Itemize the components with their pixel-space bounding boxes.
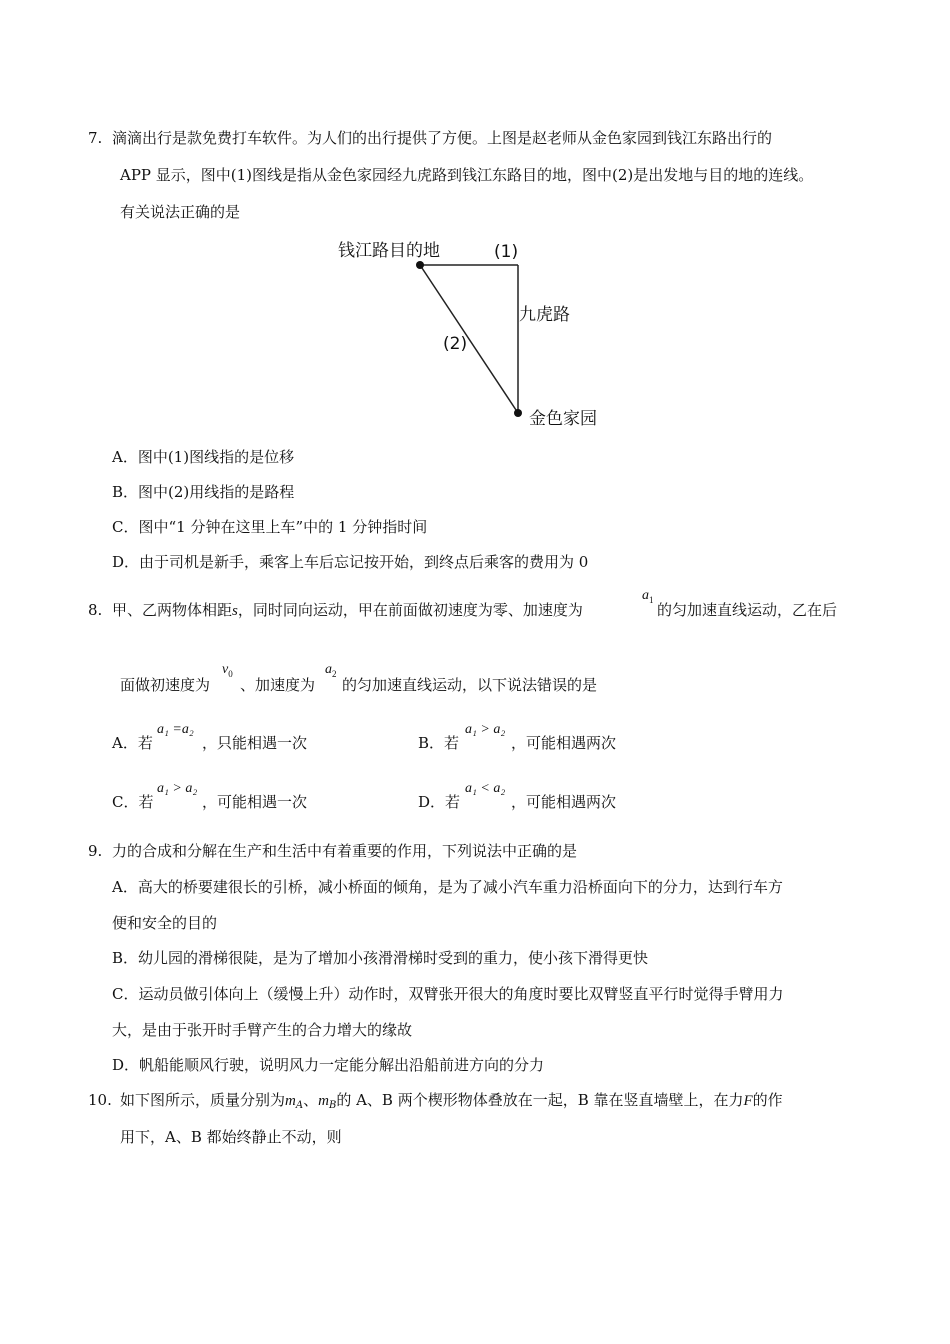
q9-option-c-line2: 大，是由于张开时手臂产生的合力增大的缘故 [112,1021,413,1039]
q8-option-d-relation: a₁ < a₂ [465,781,506,796]
q10-mass-a: m [285,1093,296,1109]
q7-option-b: B．图中(2)用线指的是路程 [112,483,295,501]
q8-option-a-post: ，只能相遇一次 [202,734,308,752]
q10-line1 [120,1090,783,1116]
q7-option-c: C．图中“1 分钟在这里上车”中的 1 分钟指时间 [112,518,428,536]
q7-option-d: D．由于司机是新手，乘客上车后忘记按开始，到终点后乘客的费用为 0 [112,553,589,571]
q8-number: 8. [88,601,103,619]
q8-option-d-post: ，可能相遇两次 [511,793,617,811]
q10-line1-c: 的作 [752,1091,783,1109]
q9-stem: 力的合成和分解在生产和生活中有着重要的作用，下列说法中正确的是 [112,842,578,860]
q10-line1-a: 如下图所示，质量分别为 [120,1091,286,1109]
q8-option-a-pre: A．若 [112,734,153,752]
q10-mass-b-sub: B [328,1100,337,1111]
q8-option-c-relation: a₁ > a₂ [157,781,198,796]
q8-line1-a: 甲、乙两物体相距 [112,601,233,619]
q10-number: 10. [88,1091,112,1109]
q7-stem-line1: 滴滴出行是款免费打车软件。为人们的出行提供了方便。上图是赵老师从金色家园到钱江东路出行的 [112,129,773,147]
origin-dot [514,409,522,417]
q9-option-a-line2: 便和安全的目的 [112,914,218,932]
q8-option-c-post: ，可能相遇一次 [202,793,308,811]
q8-option-a-relation: a₁ =a₂ [157,722,194,737]
route-label-1: (1) [494,242,519,262]
q9-option-a-line1: A．高大的桥要建很长的引桥，减小桥面的倾角，是为了减小汽车重力沿桥面向下的分力，达到行车方 [112,878,783,896]
q8-option-c-pre: C．若 [112,793,154,811]
q10-force-symbol: F [743,1093,753,1109]
q8-v0-symbol: $v_0$ [222,662,233,679]
q8-option-b-post: ，可能相遇两次 [511,734,617,752]
q9-option-d: D．帆船能顺风行驶，说明风力一定能分解出沿船前进方向的分力 [112,1056,545,1074]
q8-line2-b: 、加速度为 [240,676,316,694]
road-label: 九虎路 [519,305,570,325]
q8-line2-a: 面做初速度为 [120,676,211,694]
q8-symbol-s: s [232,603,238,619]
q9-option-b: B．幼儿园的滑梯很陡，是为了增加小孩滑滑梯时受到的重力，使小孩下滑得更快 [112,949,649,967]
route-diagram [0,0,950,440]
q8-line1-b: ，同时同向运动，甲在前面做初速度为零、加速度为 [237,601,583,619]
origin-label: 金色家园 [529,409,597,429]
q10-mass-b: m [318,1093,329,1109]
q9-number: 9. [88,842,103,860]
q8-line1 [112,600,583,621]
q8-line1-c: 的匀加速直线运动，乙在后 [657,601,838,619]
q8-a1-symbol: $a_1$ [642,588,654,605]
q8-option-b-pre: B．若 [418,734,460,752]
q10-separator: 、 [303,1091,319,1109]
destination-label: 钱江路目的地 [338,241,440,261]
q7-number: 7. [88,129,103,147]
q8-option-d-pre: D．若 [418,793,461,811]
q9-option-c-line1: C．运动员做引体向上（缓慢上升）动作时，双臂张开很大的角度时要比双臂竖直平行时觉得手臂用力 [112,985,784,1003]
displacement-line [420,265,518,413]
destination-dot [416,261,424,269]
q7-stem-line2: APP 显示，图中(1)图线是指从金色家园经九虎路到钱江东路目的地，图中(2)是出发地与目的地的连线。 [120,166,814,184]
q10-line1-b: 的 A、B 两个楔形物体叠放在一起，B 靠在竖直墙壁上，在力 [336,1091,744,1109]
route-label-2: (2) [443,334,468,354]
q8-option-b-relation: a₁ > a₂ [465,722,506,737]
q7-stem-line3: 有关说法正确的是 [120,203,241,221]
q8-line2-c: 的匀加速直线运动，以下说法错误的是 [342,676,598,694]
q8-a2-symbol: $a_2$ [325,662,337,679]
q7-option-a: A．图中(1)图线指的是位移 [112,448,295,466]
q10-mass-a-sub: A [295,1100,304,1111]
q10-line2: 用下，A、B 都始终静止不动，则 [120,1128,342,1146]
